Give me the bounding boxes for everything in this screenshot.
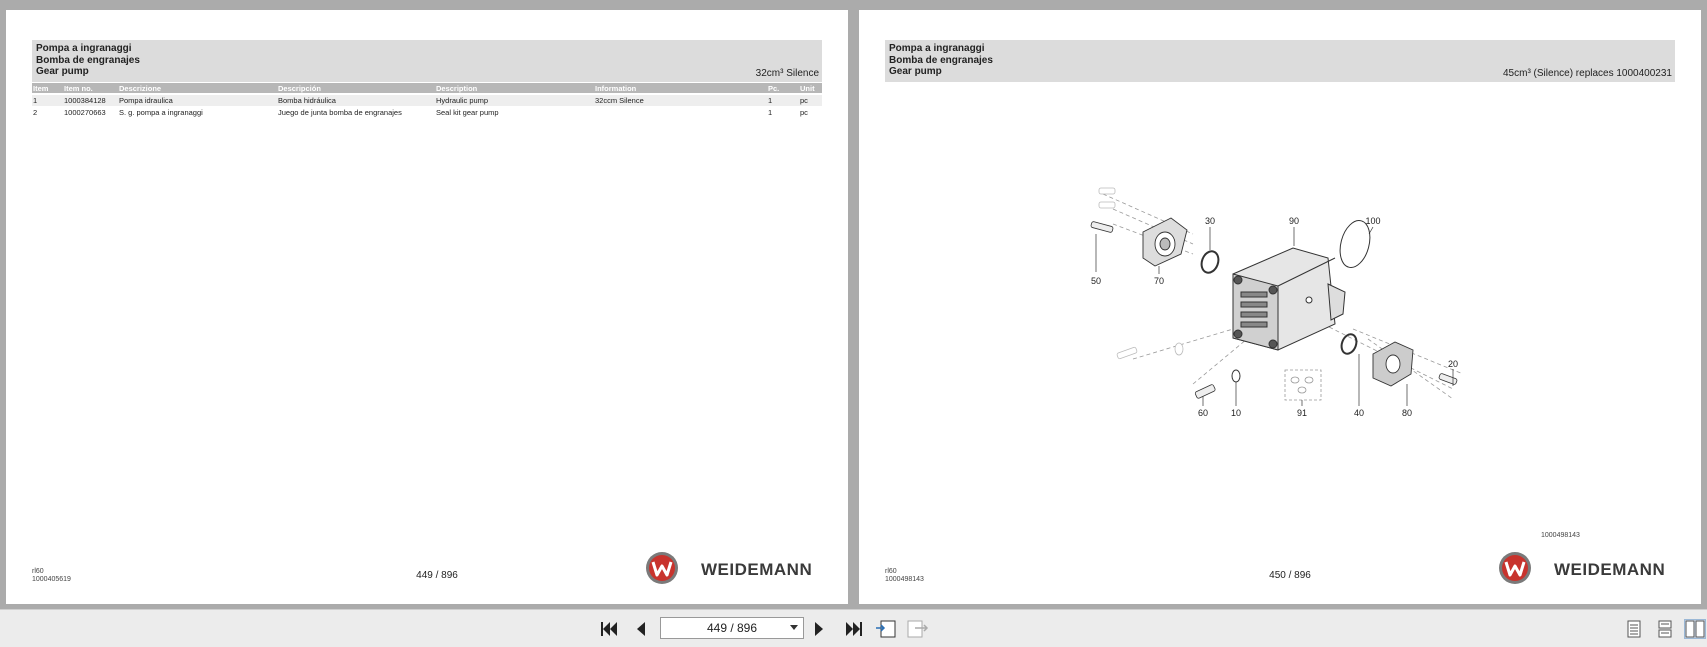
cell-item-no: 1000270663 (64, 108, 106, 117)
continuous-view-button[interactable] (1654, 619, 1676, 639)
viewer-toolbar (0, 609, 1707, 647)
brand-name: WEIDEMANN (1554, 560, 1666, 579)
callout-90: 90 (1288, 216, 1300, 226)
footer-model-code: rl60 (885, 568, 897, 575)
drawing-number: 1000498143 (1541, 532, 1580, 539)
cell-item-no: 1000384128 (64, 96, 106, 105)
callout-30: 30 (1204, 216, 1216, 226)
callout-10: 10 (1230, 408, 1242, 418)
next-page-button[interactable] (809, 619, 831, 639)
weidemann-logo-icon (1498, 551, 1532, 585)
col-unit: Unit (800, 84, 815, 93)
page-number: 449 / 896 (416, 570, 458, 581)
cell-descripcion: Bomba hidráulica (278, 96, 336, 105)
exploded-parts-drawing (1073, 174, 1493, 434)
chevron-down-icon[interactable] (790, 625, 798, 630)
next-page-icon (814, 621, 826, 637)
cell-unit: pc (800, 108, 808, 117)
cell-pc: 1 (768, 96, 773, 105)
footer-model (885, 568, 924, 584)
page-number-value: 449 / 896 (706, 621, 758, 635)
previous-page-icon (634, 621, 646, 637)
right-page (859, 10, 1701, 604)
cell-description: Hydraulic pump (436, 96, 489, 105)
callout-80: 80 (1401, 408, 1413, 418)
cell-description: Seal kit gear pump (436, 108, 499, 117)
fit-width-icon (875, 619, 897, 639)
col-pc: Pc. (768, 84, 780, 93)
cell-descrizione: Pompa idraulica (119, 96, 173, 105)
page-header (885, 40, 1675, 82)
title-english: Gear pump (36, 66, 89, 77)
first-page-button[interactable] (598, 619, 620, 639)
title-italian: Pompa a ingranaggi (36, 43, 132, 54)
left-page (6, 10, 848, 604)
cell-item: 1 (33, 96, 38, 105)
continuous-page-icon (1657, 620, 1673, 638)
single-page-icon (1626, 620, 1642, 638)
callout-100: 100 (1365, 216, 1381, 226)
last-page-button[interactable] (843, 619, 865, 639)
fit-page-icon (907, 619, 929, 639)
footer-model-code: rl60 (32, 568, 44, 575)
title-spanish: Bomba de engranajes (889, 55, 993, 66)
callout-91: 91 (1296, 408, 1308, 418)
col-item: Item (33, 84, 49, 93)
cell-pc: 1 (768, 108, 773, 117)
col-descripcion: Descripción (278, 84, 321, 93)
cell-descripcion: Juego de junta bomba de engranajes (278, 108, 402, 117)
table-row[interactable] (32, 107, 822, 118)
weidemann-logo-icon (645, 551, 679, 585)
col-descrizione: Descrizione (119, 84, 162, 93)
header-note: 32cm³ Silence (755, 68, 819, 79)
two-page-icon (1685, 620, 1705, 638)
callout-70: 70 (1153, 276, 1165, 286)
last-page-icon (845, 621, 863, 637)
page-header (32, 40, 822, 82)
col-description: Description (436, 84, 478, 93)
title-spanish: Bomba de engranajes (36, 55, 140, 66)
single-page-view-button[interactable] (1623, 619, 1645, 639)
col-information: Information (595, 84, 637, 93)
fit-page-button[interactable] (907, 619, 929, 639)
cell-item: 2 (33, 108, 38, 117)
cell-descrizione: S. g. pompa a ingranaggi (119, 108, 203, 117)
footer-model (32, 568, 71, 584)
header-note: 45cm³ (Silence) replaces 1000400231 (1503, 68, 1672, 79)
page-number-input[interactable] (660, 617, 804, 639)
cell-information: 32ccm Silence (595, 96, 644, 105)
fit-width-button[interactable] (875, 619, 897, 639)
title-english: Gear pump (889, 66, 942, 77)
two-page-view-button[interactable] (1684, 619, 1706, 639)
callout-20: 20 (1447, 359, 1459, 369)
footer-document-id: 1000405619 (32, 576, 71, 583)
callout-60: 60 (1197, 408, 1209, 418)
parts-table-header (32, 83, 822, 93)
brand-name: WEIDEMANN (701, 560, 813, 579)
footer-document-id: 1000498143 (885, 576, 924, 583)
cell-unit: pc (800, 96, 808, 105)
callout-50: 50 (1090, 276, 1102, 286)
callout-40: 40 (1353, 408, 1365, 418)
page-number: 450 / 896 (1269, 570, 1311, 581)
previous-page-button[interactable] (629, 619, 651, 639)
title-italian: Pompa a ingranaggi (889, 43, 985, 54)
col-item-no: Item no. (64, 84, 93, 93)
table-row[interactable] (32, 95, 822, 106)
first-page-icon (600, 621, 618, 637)
